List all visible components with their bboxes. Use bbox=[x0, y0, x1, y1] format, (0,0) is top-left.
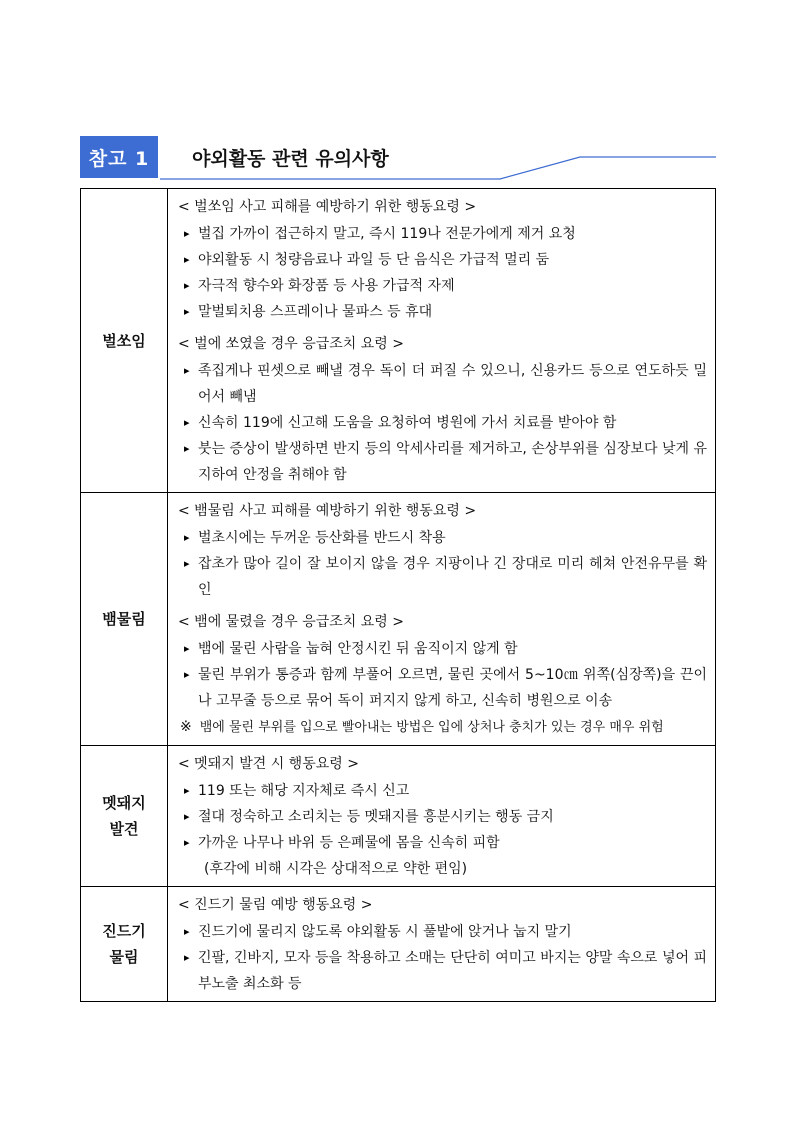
boar-section bbox=[81, 746, 716, 887]
list-item: ▸ 벌초시에는 두꺼운 등산화를 반드시 착용 bbox=[184, 525, 707, 551]
list-item: ▸ 야외활동 시 청량음료나 과일 등 단 음식은 가급적 멀리 둠 bbox=[184, 247, 707, 273]
bee-section bbox=[81, 189, 716, 493]
snake-warning bbox=[180, 714, 707, 741]
category-boar bbox=[81, 746, 168, 887]
tick-list bbox=[184, 919, 707, 997]
snake-prevent-title: < 뱀물림 사고 피해를 예방하기 위한 행동요령 > bbox=[178, 503, 477, 519]
snake-section bbox=[81, 493, 716, 746]
bee-aid-title: < 벌에 쏘였을 경우 응급조치 요령 > bbox=[178, 336, 404, 352]
list-item: ▸ 진드기에 물리지 않도록 야외활동 시 풀밭에 앉거나 눕지 말기 bbox=[184, 919, 707, 945]
snake-warning-text: 뱀에 물린 부위를 입으로 빨아내는 방법은 입에 상처나 충치가 있는 경우 매우 위험 bbox=[199, 720, 664, 735]
category-boar-line1: 멧돼지 bbox=[102, 794, 146, 812]
boar-title: < 멧돼지 발견 시 행동요령 > bbox=[178, 756, 359, 772]
bee-aid-list bbox=[184, 358, 707, 488]
list-item: ▸ 자극적 향수와 화장품 등 사용 가급적 자제 bbox=[184, 273, 707, 299]
list-item: ▸ 말벌퇴치용 스프레이나 물파스 등 휴대 bbox=[184, 299, 707, 325]
precautions-table bbox=[80, 188, 716, 1002]
tick-content bbox=[168, 887, 716, 1002]
list-item: ▸ 붓는 증상이 발생하면 반지 등의 악세사리를 제거하고, 손상부위를 심장보다 낮게 유지하여 안정을 취해야 함 bbox=[184, 436, 707, 488]
reference-badge: 참고 1 bbox=[80, 136, 158, 178]
bee-prevent-list bbox=[184, 221, 707, 325]
list-item: ▸ 절대 정숙하고 소리치는 등 멧돼지를 흥분시키는 행동 금지 bbox=[184, 804, 707, 830]
snake-aid-title: < 뱀에 물렸을 경우 응급조치 요령 > bbox=[178, 614, 404, 630]
list-item: ▸ 119 또는 해당 지자체로 즉시 신고 bbox=[184, 778, 707, 804]
category-boar-line2: 발견 bbox=[109, 820, 139, 838]
boar-note: (후각에 비해 시각은 상대적으로 약한 편임) bbox=[204, 861, 468, 877]
bee-content bbox=[168, 189, 716, 493]
page-title: 야외활동 관련 유의사항 bbox=[192, 148, 389, 170]
category-bee: 벌쏘임 bbox=[81, 189, 168, 493]
category-snake: 뱀물림 bbox=[81, 493, 168, 746]
list-item: ▸ 벌집 가까이 접근하지 말고, 즉시 119나 전문가에게 제거 요청 bbox=[184, 221, 707, 247]
category-tick-line2: 물림 bbox=[109, 948, 139, 966]
title-underline bbox=[0, 0, 794, 190]
bee-prevent-title: < 벌쏘임 사고 피해를 예방하기 위한 행동요령 > bbox=[178, 199, 477, 215]
category-tick-line1: 진드기 bbox=[102, 922, 146, 940]
boar-content bbox=[168, 746, 716, 887]
reference-mark-icon: ※ bbox=[180, 719, 192, 735]
snake-aid-list bbox=[184, 636, 707, 714]
list-item: ▸ 뱀에 물린 사람을 눕혀 안정시킨 뒤 움직이지 않게 함 bbox=[184, 636, 707, 662]
tick-section bbox=[81, 887, 716, 1002]
list-item: ▸ 가까운 나무나 바위 등 은폐물에 몸을 신속히 피함 bbox=[184, 830, 707, 856]
list-item: ▸ 잡초가 많아 길이 잘 보이지 않을 경우 지팡이나 긴 장대로 미리 헤쳐 안전유무를 확인 bbox=[184, 551, 707, 603]
snake-content bbox=[168, 493, 716, 746]
list-item: ▸ 긴팔, 긴바지, 모자 등을 착용하고 소매는 단단히 여미고 바지는 양말 속으로 넣어 피부노출 최소화 등 bbox=[184, 945, 707, 997]
boar-list bbox=[184, 778, 707, 856]
tick-title: < 진드기 물림 예방 행동요령 > bbox=[178, 897, 373, 913]
list-item: ▸ 물린 부위가 통증과 함께 부풀어 오르면, 물린 곳에서 5~10㎝ 위쪽(심장쪽)을 끈이나 고무줄 등으로 묶어 독이 퍼지지 않게 하고, 신속히 병원으로 이송 bbox=[184, 662, 707, 714]
list-item: ▸ 족집게나 핀셋으로 빼낼 경우 독이 더 퍼질 수 있으니, 신용카드 등으로 연도하듯 밀어서 빼냄 bbox=[184, 358, 707, 410]
list-item: ▸ 신속히 119에 신고해 도움을 요청하여 병원에 가서 치료를 받아야 함 bbox=[184, 410, 707, 436]
category-tick bbox=[81, 887, 168, 1002]
snake-prevent-list bbox=[184, 525, 707, 603]
